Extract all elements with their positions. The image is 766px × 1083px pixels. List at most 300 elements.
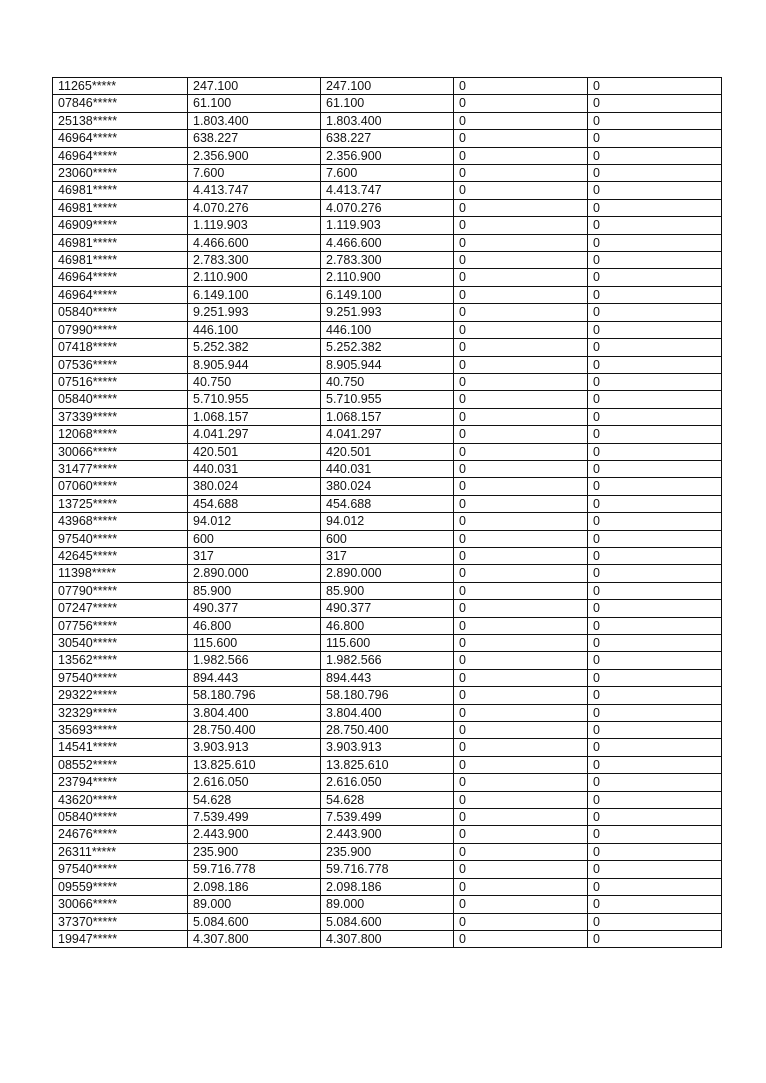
- amount-repeat-cell: 4.307.800: [321, 930, 454, 947]
- zero-cell-a: 0: [454, 756, 588, 773]
- zero-cell-b: 0: [588, 373, 722, 390]
- amount-cell: 4.466.600: [188, 234, 321, 251]
- amount-cell: 1.982.566: [188, 652, 321, 669]
- id-cell: 12068*****: [53, 426, 188, 443]
- id-cell: 07790*****: [53, 582, 188, 599]
- zero-cell-b: 0: [588, 147, 722, 164]
- zero-cell-b: 0: [588, 426, 722, 443]
- table-row: [53, 582, 722, 599]
- amount-repeat-cell: 235.900: [321, 843, 454, 860]
- zero-cell-a: 0: [454, 878, 588, 895]
- id-cell: 43620*****: [53, 791, 188, 808]
- zero-cell-a: 0: [454, 408, 588, 425]
- table-row: [53, 460, 722, 477]
- id-cell: 46964*****: [53, 286, 188, 303]
- amount-cell: 2.098.186: [188, 878, 321, 895]
- amount-repeat-cell: 5.084.600: [321, 913, 454, 930]
- amount-repeat-cell: 2.616.050: [321, 774, 454, 791]
- zero-cell-b: 0: [588, 547, 722, 564]
- table-row: [53, 95, 722, 112]
- amount-repeat-cell: 58.180.796: [321, 687, 454, 704]
- zero-cell-b: 0: [588, 112, 722, 129]
- zero-cell-a: 0: [454, 321, 588, 338]
- amount-repeat-cell: 7.539.499: [321, 809, 454, 826]
- amount-cell: 2.890.000: [188, 565, 321, 582]
- zero-cell-a: 0: [454, 722, 588, 739]
- zero-cell-b: 0: [588, 95, 722, 112]
- table-row: [53, 878, 722, 895]
- id-cell: 46964*****: [53, 269, 188, 286]
- amount-repeat-cell: 2.098.186: [321, 878, 454, 895]
- zero-cell-b: 0: [588, 774, 722, 791]
- table-row: [53, 304, 722, 321]
- amount-repeat-cell: 1.982.566: [321, 652, 454, 669]
- document-page: [52, 77, 721, 948]
- table-row: [53, 843, 722, 860]
- amount-cell: 380.024: [188, 478, 321, 495]
- amount-cell: 7.600: [188, 165, 321, 182]
- amount-cell: 2.110.900: [188, 269, 321, 286]
- zero-cell-a: 0: [454, 165, 588, 182]
- amount-repeat-cell: 1.803.400: [321, 112, 454, 129]
- id-cell: 46981*****: [53, 199, 188, 216]
- table-row: [53, 669, 722, 686]
- table-row: [53, 635, 722, 652]
- zero-cell-b: 0: [588, 582, 722, 599]
- id-cell: 32329*****: [53, 704, 188, 721]
- table-row: [53, 704, 722, 721]
- zero-cell-a: 0: [454, 234, 588, 251]
- amount-cell: 59.716.778: [188, 861, 321, 878]
- zero-cell-b: 0: [588, 199, 722, 216]
- zero-cell-a: 0: [454, 913, 588, 930]
- amount-repeat-cell: 94.012: [321, 513, 454, 530]
- id-cell: 97540*****: [53, 669, 188, 686]
- amount-repeat-cell: 7.600: [321, 165, 454, 182]
- amount-cell: 2.443.900: [188, 826, 321, 843]
- table-row: [53, 252, 722, 269]
- zero-cell-a: 0: [454, 809, 588, 826]
- amount-cell: 235.900: [188, 843, 321, 860]
- zero-cell-a: 0: [454, 373, 588, 390]
- zero-cell-b: 0: [588, 565, 722, 582]
- amount-repeat-cell: 13.825.610: [321, 756, 454, 773]
- amount-repeat-cell: 1.068.157: [321, 408, 454, 425]
- table-body: [53, 78, 722, 948]
- amount-repeat-cell: 4.041.297: [321, 426, 454, 443]
- zero-cell-a: 0: [454, 495, 588, 512]
- id-cell: 05840*****: [53, 809, 188, 826]
- table-row: [53, 165, 722, 182]
- amount-cell: 9.251.993: [188, 304, 321, 321]
- id-cell: 31477*****: [53, 460, 188, 477]
- id-cell: 35693*****: [53, 722, 188, 739]
- id-cell: 26311*****: [53, 843, 188, 860]
- table-row: [53, 652, 722, 669]
- id-cell: 30066*****: [53, 896, 188, 913]
- amount-repeat-cell: 115.600: [321, 635, 454, 652]
- zero-cell-a: 0: [454, 130, 588, 147]
- amount-cell: 4.041.297: [188, 426, 321, 443]
- id-cell: 11398*****: [53, 565, 188, 582]
- zero-cell-a: 0: [454, 530, 588, 547]
- amount-repeat-cell: 490.377: [321, 600, 454, 617]
- id-cell: 29322*****: [53, 687, 188, 704]
- zero-cell-b: 0: [588, 530, 722, 547]
- table-row: [53, 565, 722, 582]
- amount-cell: 5.710.955: [188, 391, 321, 408]
- zero-cell-b: 0: [588, 234, 722, 251]
- zero-cell-a: 0: [454, 147, 588, 164]
- amount-cell: 6.149.100: [188, 286, 321, 303]
- amount-cell: 454.688: [188, 495, 321, 512]
- id-cell: 97540*****: [53, 530, 188, 547]
- table-row: [53, 234, 722, 251]
- amount-repeat-cell: 3.804.400: [321, 704, 454, 721]
- table-row: [53, 339, 722, 356]
- id-cell: 07418*****: [53, 339, 188, 356]
- zero-cell-b: 0: [588, 600, 722, 617]
- zero-cell-a: 0: [454, 199, 588, 216]
- id-cell: 07060*****: [53, 478, 188, 495]
- amount-repeat-cell: 6.149.100: [321, 286, 454, 303]
- amount-cell: 8.905.944: [188, 356, 321, 373]
- amount-cell: 7.539.499: [188, 809, 321, 826]
- zero-cell-b: 0: [588, 843, 722, 860]
- table-row: [53, 356, 722, 373]
- table-row: [53, 286, 722, 303]
- table-row: [53, 478, 722, 495]
- amount-repeat-cell: 59.716.778: [321, 861, 454, 878]
- zero-cell-b: 0: [588, 791, 722, 808]
- zero-cell-b: 0: [588, 339, 722, 356]
- zero-cell-b: 0: [588, 78, 722, 95]
- zero-cell-b: 0: [588, 669, 722, 686]
- amount-repeat-cell: 420.501: [321, 443, 454, 460]
- table-row: [53, 722, 722, 739]
- amount-cell: 115.600: [188, 635, 321, 652]
- amount-cell: 317: [188, 547, 321, 564]
- id-cell: 30540*****: [53, 635, 188, 652]
- id-cell: 07846*****: [53, 95, 188, 112]
- id-cell: 30066*****: [53, 443, 188, 460]
- zero-cell-a: 0: [454, 112, 588, 129]
- amount-cell: 89.000: [188, 896, 321, 913]
- zero-cell-b: 0: [588, 286, 722, 303]
- amount-repeat-cell: 894.443: [321, 669, 454, 686]
- amount-cell: 2.356.900: [188, 147, 321, 164]
- zero-cell-a: 0: [454, 669, 588, 686]
- zero-cell-b: 0: [588, 896, 722, 913]
- id-cell: 46964*****: [53, 147, 188, 164]
- table-row: [53, 269, 722, 286]
- amount-repeat-cell: 28.750.400: [321, 722, 454, 739]
- table-row: [53, 896, 722, 913]
- zero-cell-b: 0: [588, 478, 722, 495]
- zero-cell-a: 0: [454, 896, 588, 913]
- table-row: [53, 443, 722, 460]
- zero-cell-b: 0: [588, 635, 722, 652]
- amount-repeat-cell: 4.070.276: [321, 199, 454, 216]
- amount-repeat-cell: 446.100: [321, 321, 454, 338]
- amount-cell: 894.443: [188, 669, 321, 686]
- table-row: [53, 791, 722, 808]
- table-row: [53, 861, 722, 878]
- amount-cell: 4.413.747: [188, 182, 321, 199]
- table-row: [53, 756, 722, 773]
- zero-cell-b: 0: [588, 217, 722, 234]
- amount-repeat-cell: 46.800: [321, 617, 454, 634]
- zero-cell-b: 0: [588, 722, 722, 739]
- id-cell: 37339*****: [53, 408, 188, 425]
- amount-cell: 247.100: [188, 78, 321, 95]
- zero-cell-b: 0: [588, 826, 722, 843]
- zero-cell-a: 0: [454, 739, 588, 756]
- amount-repeat-cell: 85.900: [321, 582, 454, 599]
- table-row: [53, 182, 722, 199]
- zero-cell-a: 0: [454, 774, 588, 791]
- id-cell: 13562*****: [53, 652, 188, 669]
- zero-cell-a: 0: [454, 286, 588, 303]
- amount-repeat-cell: 54.628: [321, 791, 454, 808]
- amount-repeat-cell: 4.413.747: [321, 182, 454, 199]
- amount-cell: 61.100: [188, 95, 321, 112]
- amount-repeat-cell: 40.750: [321, 373, 454, 390]
- table-row: [53, 913, 722, 930]
- table-row: [53, 495, 722, 512]
- table-row: [53, 530, 722, 547]
- zero-cell-a: 0: [454, 652, 588, 669]
- id-cell: 46981*****: [53, 234, 188, 251]
- zero-cell-b: 0: [588, 704, 722, 721]
- zero-cell-b: 0: [588, 861, 722, 878]
- table-row: [53, 78, 722, 95]
- id-cell: 08552*****: [53, 756, 188, 773]
- zero-cell-a: 0: [454, 182, 588, 199]
- zero-cell-b: 0: [588, 391, 722, 408]
- amount-repeat-cell: 454.688: [321, 495, 454, 512]
- amount-cell: 94.012: [188, 513, 321, 530]
- amount-repeat-cell: 440.031: [321, 460, 454, 477]
- zero-cell-a: 0: [454, 861, 588, 878]
- id-cell: 07536*****: [53, 356, 188, 373]
- id-cell: 05840*****: [53, 304, 188, 321]
- table-row: [53, 199, 722, 216]
- table-row: [53, 739, 722, 756]
- zero-cell-a: 0: [454, 443, 588, 460]
- amount-cell: 85.900: [188, 582, 321, 599]
- amount-repeat-cell: 2.110.900: [321, 269, 454, 286]
- zero-cell-a: 0: [454, 356, 588, 373]
- amount-cell: 2.616.050: [188, 774, 321, 791]
- id-cell: 25138*****: [53, 112, 188, 129]
- amount-cell: 4.307.800: [188, 930, 321, 947]
- id-cell: 46909*****: [53, 217, 188, 234]
- amount-cell: 2.783.300: [188, 252, 321, 269]
- id-cell: 19947*****: [53, 930, 188, 947]
- id-cell: 07516*****: [53, 373, 188, 390]
- amount-cell: 5.252.382: [188, 339, 321, 356]
- zero-cell-a: 0: [454, 478, 588, 495]
- zero-cell-b: 0: [588, 269, 722, 286]
- zero-cell-a: 0: [454, 78, 588, 95]
- table-row: [53, 217, 722, 234]
- zero-cell-b: 0: [588, 182, 722, 199]
- zero-cell-a: 0: [454, 704, 588, 721]
- table-row: [53, 112, 722, 129]
- amount-cell: 46.800: [188, 617, 321, 634]
- amount-repeat-cell: 1.119.903: [321, 217, 454, 234]
- amount-repeat-cell: 380.024: [321, 478, 454, 495]
- zero-cell-a: 0: [454, 635, 588, 652]
- amount-repeat-cell: 89.000: [321, 896, 454, 913]
- zero-cell-b: 0: [588, 617, 722, 634]
- zero-cell-b: 0: [588, 130, 722, 147]
- amount-repeat-cell: 4.466.600: [321, 234, 454, 251]
- zero-cell-b: 0: [588, 165, 722, 182]
- zero-cell-a: 0: [454, 617, 588, 634]
- zero-cell-b: 0: [588, 460, 722, 477]
- amount-cell: 4.070.276: [188, 199, 321, 216]
- zero-cell-b: 0: [588, 652, 722, 669]
- amount-cell: 1.119.903: [188, 217, 321, 234]
- zero-cell-a: 0: [454, 269, 588, 286]
- id-cell: 13725*****: [53, 495, 188, 512]
- table-row: [53, 321, 722, 338]
- amount-cell: 638.227: [188, 130, 321, 147]
- zero-cell-b: 0: [588, 356, 722, 373]
- amount-repeat-cell: 638.227: [321, 130, 454, 147]
- id-cell: 37370*****: [53, 913, 188, 930]
- amount-repeat-cell: 2.783.300: [321, 252, 454, 269]
- zero-cell-a: 0: [454, 600, 588, 617]
- zero-cell-b: 0: [588, 513, 722, 530]
- zero-cell-a: 0: [454, 339, 588, 356]
- amount-repeat-cell: 5.252.382: [321, 339, 454, 356]
- amount-repeat-cell: 317: [321, 547, 454, 564]
- table-row: [53, 426, 722, 443]
- zero-cell-a: 0: [454, 547, 588, 564]
- table-row: [53, 408, 722, 425]
- table-row: [53, 391, 722, 408]
- zero-cell-b: 0: [588, 878, 722, 895]
- zero-cell-a: 0: [454, 391, 588, 408]
- data-table: [52, 77, 722, 948]
- amount-cell: 13.825.610: [188, 756, 321, 773]
- zero-cell-a: 0: [454, 791, 588, 808]
- amount-repeat-cell: 600: [321, 530, 454, 547]
- id-cell: 97540*****: [53, 861, 188, 878]
- zero-cell-a: 0: [454, 826, 588, 843]
- zero-cell-a: 0: [454, 687, 588, 704]
- id-cell: 23060*****: [53, 165, 188, 182]
- id-cell: 46964*****: [53, 130, 188, 147]
- amount-cell: 600: [188, 530, 321, 547]
- zero-cell-a: 0: [454, 843, 588, 860]
- zero-cell-a: 0: [454, 565, 588, 582]
- table-row: [53, 687, 722, 704]
- zero-cell-a: 0: [454, 304, 588, 321]
- amount-repeat-cell: 3.903.913: [321, 739, 454, 756]
- zero-cell-b: 0: [588, 687, 722, 704]
- zero-cell-b: 0: [588, 913, 722, 930]
- zero-cell-b: 0: [588, 321, 722, 338]
- table-row: [53, 513, 722, 530]
- table-row: [53, 930, 722, 947]
- zero-cell-b: 0: [588, 252, 722, 269]
- amount-cell: 440.031: [188, 460, 321, 477]
- amount-cell: 3.804.400: [188, 704, 321, 721]
- id-cell: 07990*****: [53, 321, 188, 338]
- id-cell: 23794*****: [53, 774, 188, 791]
- amount-cell: 420.501: [188, 443, 321, 460]
- id-cell: 46981*****: [53, 252, 188, 269]
- table-row: [53, 373, 722, 390]
- zero-cell-a: 0: [454, 582, 588, 599]
- zero-cell-b: 0: [588, 443, 722, 460]
- amount-cell: 5.084.600: [188, 913, 321, 930]
- amount-repeat-cell: 5.710.955: [321, 391, 454, 408]
- zero-cell-a: 0: [454, 217, 588, 234]
- zero-cell-b: 0: [588, 495, 722, 512]
- table-row: [53, 547, 722, 564]
- amount-cell: 3.903.913: [188, 739, 321, 756]
- amount-cell: 58.180.796: [188, 687, 321, 704]
- amount-repeat-cell: 61.100: [321, 95, 454, 112]
- amount-cell: 1.803.400: [188, 112, 321, 129]
- zero-cell-a: 0: [454, 95, 588, 112]
- id-cell: 07247*****: [53, 600, 188, 617]
- id-cell: 07756*****: [53, 617, 188, 634]
- table-row: [53, 147, 722, 164]
- amount-repeat-cell: 2.356.900: [321, 147, 454, 164]
- zero-cell-a: 0: [454, 460, 588, 477]
- id-cell: 14541*****: [53, 739, 188, 756]
- id-cell: 46981*****: [53, 182, 188, 199]
- table-row: [53, 130, 722, 147]
- amount-repeat-cell: 247.100: [321, 78, 454, 95]
- zero-cell-a: 0: [454, 252, 588, 269]
- id-cell: 09559*****: [53, 878, 188, 895]
- table-row: [53, 600, 722, 617]
- amount-cell: 1.068.157: [188, 408, 321, 425]
- amount-cell: 54.628: [188, 791, 321, 808]
- table-row: [53, 617, 722, 634]
- zero-cell-b: 0: [588, 739, 722, 756]
- table-row: [53, 826, 722, 843]
- zero-cell-b: 0: [588, 756, 722, 773]
- id-cell: 24676*****: [53, 826, 188, 843]
- amount-cell: 490.377: [188, 600, 321, 617]
- id-cell: 43968*****: [53, 513, 188, 530]
- zero-cell-b: 0: [588, 809, 722, 826]
- id-cell: 05840*****: [53, 391, 188, 408]
- amount-cell: 40.750: [188, 373, 321, 390]
- zero-cell-b: 0: [588, 304, 722, 321]
- amount-repeat-cell: 2.890.000: [321, 565, 454, 582]
- amount-repeat-cell: 2.443.900: [321, 826, 454, 843]
- table-row: [53, 774, 722, 791]
- amount-repeat-cell: 8.905.944: [321, 356, 454, 373]
- id-cell: 11265*****: [53, 78, 188, 95]
- id-cell: 42645*****: [53, 547, 188, 564]
- zero-cell-a: 0: [454, 426, 588, 443]
- zero-cell-b: 0: [588, 408, 722, 425]
- zero-cell-a: 0: [454, 930, 588, 947]
- amount-cell: 446.100: [188, 321, 321, 338]
- zero-cell-a: 0: [454, 513, 588, 530]
- zero-cell-b: 0: [588, 930, 722, 947]
